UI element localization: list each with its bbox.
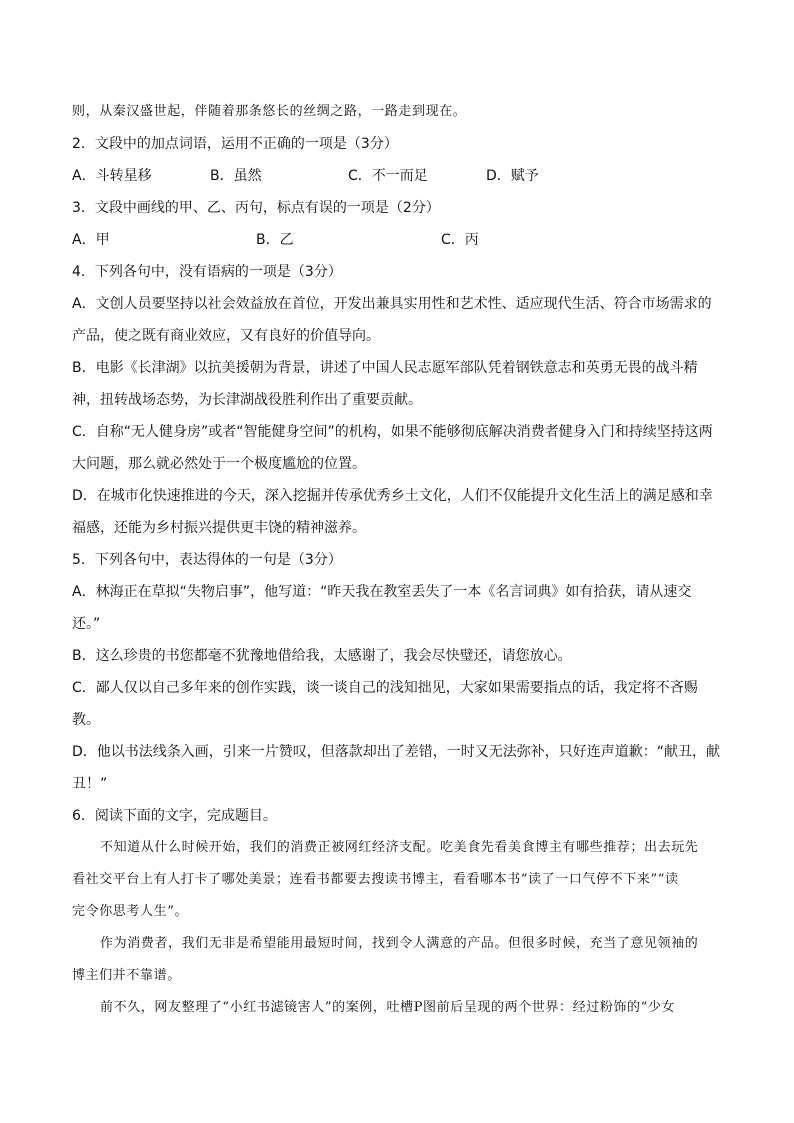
q3-option-a: A．甲 <box>72 232 110 248</box>
q2-option-a: A．斗转星移 <box>72 168 152 184</box>
q2-option-b: B．虽然 <box>210 168 262 184</box>
passage-para-3-line-1: 前不久，网友整理了“小红书滤镜害人”的案例，吐槽P图前后呈现的两个世界：经过粉饰的“少女 <box>100 1000 676 1015</box>
q2-option-c: C．不一而足 <box>348 168 428 184</box>
q4-option-c-line-2: 大问题，那么就必然处于一个极度尴尬的位置。 <box>72 456 366 472</box>
q5-option-a-line-2: 还。” <box>72 616 101 632</box>
q5-option-a-line-1: A．林海正在草拟“失物启事”，他写道：“昨天我在教室丢失了一本《名言词典》如有拾获，请从速交 <box>72 584 692 600</box>
q4-option-a-line-2: 产品，使之既有商业效应，又有良好的价值导向。 <box>72 328 380 344</box>
q5-option-c-line-2: 教。 <box>72 712 100 728</box>
q4-option-c-line-1: C．自称“无人健身房”或者“智能健身空间”的机构，如果不能够彻底解决消费者健身入门和持续坚持这两 <box>72 424 713 440</box>
question-4-stem: 4．下列各句中，没有语病的一项是（3分） <box>72 264 342 280</box>
q4-option-a-line-1: A．文创人员要坚持以社会效益放在首位，开发出兼具实用性和艺术性、适应现代生活、符合市场需求的 <box>72 296 712 312</box>
question-6-stem: 6．阅读下面的文字，完成题目。 <box>72 808 277 824</box>
passage-para-2-line-1: 作为消费者，我们无非是希望能用最短时间，找到令人满意的产品。但很多时候，充当了意见领袖的 <box>100 936 699 951</box>
q5-option-b-line-1: B．这么珍贵的书您都毫不犹豫地借给我，太感谢了，我会尽快璧还，请您放心。 <box>72 648 572 664</box>
passage-para-1-line-2: 看社交平台上有人打卡了哪处美景；连看书都要去搜读书博主，看看哪本书“读了一口气停不下来”“读 <box>72 872 679 887</box>
text-line: 则，从秦汉盛世起，伴随着那条悠长的丝绸之路，一路走到现在。 <box>72 104 467 119</box>
q4-option-d-line-2: 福感，还能为乡村振兴提供更丰饶的精神滋养。 <box>72 520 366 536</box>
q4-option-b-line-2: 神，扭转战场态势，为长津湖战役胜利作出了重要贡献。 <box>72 392 422 408</box>
question-3-stem: 3．文段中画线的甲、乙、丙句，标点有误的一项是（2分） <box>72 200 440 216</box>
q2-option-d: D．赋予 <box>486 168 539 184</box>
q5-option-c-line-1: C．鄙人仅以自己多年来的创作实践，谈一谈自己的浅知拙见，大家如果需要指点的话，我定将不吝赐 <box>72 680 698 696</box>
q3-option-b: B．乙 <box>256 232 294 248</box>
passage-para-2-line-2: 博主们并不靠谱。 <box>72 968 181 983</box>
passage-para-1-line-3: 完令你思考人生”。 <box>72 904 189 919</box>
question-2-stem: 2．文段中的加点词语，运用不正确的一项是（3分） <box>72 136 398 152</box>
passage-para-1-line-1: 不知道从什么时候开始，我们的消费正被网红经济支配。吃美食先看美食博主有哪些推荐；出去玩先 <box>100 840 699 855</box>
q5-option-d-line-1: D．他以书法线条入画，引来一片赞叹，但落款却出了差错，一时又无法弥补，只好连声道歉：“献丑，献 <box>72 744 721 760</box>
q4-option-d-line-1: D．在城市化快速推进的今天，深入挖掘并传承优秀乡土文化，人们不仅能提升文化生活上的满足感和幸 <box>72 488 713 504</box>
question-5-stem: 5．下列各句中，表达得体的一句是（3分） <box>72 552 342 568</box>
q4-option-b-line-1: B．电影《长津湖》以抗美援朝为背景，讲述了中国人民志愿军部队凭着钢铁意志和英勇无畏的战斗精 <box>72 360 698 376</box>
q5-option-d-line-2: 丑！” <box>72 776 108 792</box>
q3-option-c: C．丙 <box>441 232 479 248</box>
